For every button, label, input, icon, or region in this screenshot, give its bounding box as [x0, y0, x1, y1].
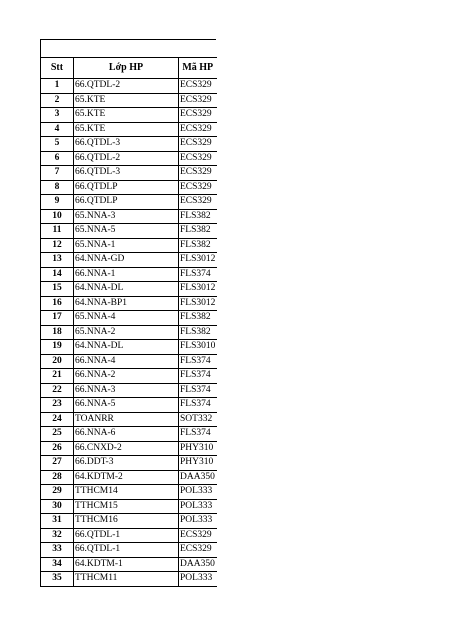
row-stt-cell: 4 — [41, 122, 74, 137]
row-stt-cell: 3 — [41, 108, 74, 123]
table-row — [41, 180, 217, 195]
row-lop-hp-cell: TTHCM15 — [74, 499, 179, 514]
row-stt-cell: 27 — [41, 456, 74, 471]
table-row — [41, 398, 217, 413]
row-stt-cell: 29 — [41, 485, 74, 500]
row-lop-hp-cell: 65.KTE — [74, 108, 179, 123]
row-lop-hp-cell: 65.NNA-1 — [74, 238, 179, 253]
row-lop-hp-cell: 66.NNA-4 — [74, 354, 179, 369]
row-stt-cell: 16 — [41, 296, 74, 311]
row-lop-hp-cell: 65.NNA-5 — [74, 224, 179, 239]
row-ma-hp-cell: PHY310 — [179, 441, 217, 456]
table-row — [41, 137, 217, 152]
table-row — [41, 238, 217, 253]
row-ma-hp-cell: FLS374 — [179, 383, 217, 398]
row-lop-hp-cell: 66.QTDL-1 — [74, 528, 179, 543]
row-stt-cell: 1 — [41, 79, 74, 94]
row-stt-cell: 22 — [41, 383, 74, 398]
row-ma-hp-cell: FLS3012 — [179, 253, 217, 268]
row-stt-cell: 25 — [41, 427, 74, 442]
row-lop-hp-cell: 66.QTDL-1 — [74, 543, 179, 558]
row-stt-cell: 12 — [41, 238, 74, 253]
table-row — [41, 412, 217, 427]
row-ma-hp-cell: POL333 — [179, 499, 217, 514]
row-ma-hp-cell: ECS329 — [179, 151, 217, 166]
table-row — [41, 485, 217, 500]
table-row — [41, 470, 217, 485]
table-row — [41, 427, 217, 442]
row-lop-hp-cell: 66.CNXD-2 — [74, 441, 179, 456]
table-row — [41, 282, 217, 297]
column-header-ma-hp: Mã HP — [179, 58, 217, 79]
row-ma-hp-cell: ECS329 — [179, 180, 217, 195]
row-stt-cell: 35 — [41, 572, 74, 587]
row-ma-hp-cell: ECS329 — [179, 108, 217, 123]
table-row — [41, 224, 217, 239]
row-lop-hp-cell: 66.NNA-1 — [74, 267, 179, 282]
row-stt-cell: 8 — [41, 180, 74, 195]
row-ma-hp-cell: PHY310 — [179, 456, 217, 471]
row-ma-hp-cell: ECS329 — [179, 93, 217, 108]
row-stt-cell: 13 — [41, 253, 74, 268]
column-header-lop-hp: Lớp HP — [74, 58, 179, 79]
row-lop-hp-cell: 66.NNA-5 — [74, 398, 179, 413]
row-lop-hp-cell: TTHCM14 — [74, 485, 179, 500]
row-lop-hp-cell: 66.QTDL-2 — [74, 151, 179, 166]
row-ma-hp-cell: ECS329 — [179, 543, 217, 558]
row-stt-cell: 10 — [41, 209, 74, 224]
row-stt-cell: 30 — [41, 499, 74, 514]
row-ma-hp-cell: FLS374 — [179, 354, 217, 369]
table-header-row — [41, 58, 217, 79]
row-stt-cell: 34 — [41, 557, 74, 572]
column-header-stt: Stt — [41, 58, 74, 79]
row-ma-hp-cell: FLS374 — [179, 398, 217, 413]
row-lop-hp-cell: 66.QTDLP — [74, 195, 179, 210]
row-lop-hp-cell: 65.NNA-2 — [74, 325, 179, 340]
row-ma-hp-cell: FLS382 — [179, 209, 217, 224]
row-stt-cell: 7 — [41, 166, 74, 181]
row-lop-hp-cell: 65.KTE — [74, 93, 179, 108]
row-ma-hp-cell: FLS3012 — [179, 282, 217, 297]
row-stt-cell: 31 — [41, 514, 74, 529]
table-row — [41, 572, 217, 587]
row-ma-hp-cell: FLS382 — [179, 325, 217, 340]
row-ma-hp-cell: POL333 — [179, 485, 217, 500]
row-lop-hp-cell: TTHCM16 — [74, 514, 179, 529]
table-row — [41, 93, 217, 108]
row-ma-hp-cell: ECS329 — [179, 137, 217, 152]
row-stt-cell: 23 — [41, 398, 74, 413]
table-row — [41, 296, 217, 311]
row-stt-cell: 20 — [41, 354, 74, 369]
table-row — [41, 151, 217, 166]
table-row — [41, 253, 217, 268]
row-lop-hp-cell: 64.NNA-DL — [74, 340, 179, 355]
row-lop-hp-cell: 65.NNA-4 — [74, 311, 179, 326]
table-row — [41, 122, 217, 137]
row-stt-cell: 15 — [41, 282, 74, 297]
header-spacer-row — [40, 39, 216, 57]
row-lop-hp-cell: 66.NNA-6 — [74, 427, 179, 442]
table-row — [41, 383, 217, 398]
row-lop-hp-cell: 65.KTE — [74, 122, 179, 137]
row-ma-hp-cell: FLS382 — [179, 311, 217, 326]
row-stt-cell: 26 — [41, 441, 74, 456]
row-lop-hp-cell: 64.NNA-BP1 — [74, 296, 179, 311]
row-ma-hp-cell: ECS329 — [179, 195, 217, 210]
row-lop-hp-cell: 64.KDTM-1 — [74, 557, 179, 572]
table-row — [41, 166, 217, 181]
row-ma-hp-cell: ECS329 — [179, 122, 217, 137]
row-lop-hp-cell: 66.NNA-3 — [74, 383, 179, 398]
row-ma-hp-cell: FLS374 — [179, 267, 217, 282]
row-stt-cell: 14 — [41, 267, 74, 282]
row-stt-cell: 18 — [41, 325, 74, 340]
row-stt-cell: 33 — [41, 543, 74, 558]
table-row — [41, 311, 217, 326]
table-row — [41, 441, 217, 456]
row-lop-hp-cell: 66.QTDL-3 — [74, 137, 179, 152]
table-row — [41, 557, 217, 572]
row-lop-hp-cell: 66.NNA-2 — [74, 369, 179, 384]
table-row — [41, 209, 217, 224]
table-row — [41, 325, 217, 340]
row-ma-hp-cell: FLS374 — [179, 369, 217, 384]
table-row — [41, 543, 217, 558]
row-ma-hp-cell: DAA350 — [179, 557, 217, 572]
row-lop-hp-cell: 64.NNA-DL — [74, 282, 179, 297]
table-row — [41, 267, 217, 282]
table-row — [41, 514, 217, 529]
row-stt-cell: 11 — [41, 224, 74, 239]
row-stt-cell: 19 — [41, 340, 74, 355]
table-row — [41, 195, 217, 210]
row-lop-hp-cell: TOANRR — [74, 412, 179, 427]
table-row — [41, 354, 217, 369]
table-row — [41, 528, 217, 543]
row-lop-hp-cell: 66.QTDL-2 — [74, 79, 179, 94]
row-stt-cell: 24 — [41, 412, 74, 427]
row-stt-cell: 21 — [41, 369, 74, 384]
row-lop-hp-cell: 64.NNA-GD — [74, 253, 179, 268]
row-stt-cell: 17 — [41, 311, 74, 326]
row-lop-hp-cell: 65.NNA-3 — [74, 209, 179, 224]
table-row — [41, 456, 217, 471]
row-ma-hp-cell: FLS3012 — [179, 296, 217, 311]
table-row — [41, 108, 217, 123]
row-ma-hp-cell: FLS3010 — [179, 340, 217, 355]
row-ma-hp-cell: POL333 — [179, 572, 217, 587]
row-ma-hp-cell: FLS374 — [179, 427, 217, 442]
row-lop-hp-cell: 66.QTDLP — [74, 180, 179, 195]
table-row — [41, 340, 217, 355]
class-table — [40, 57, 217, 587]
row-stt-cell: 28 — [41, 470, 74, 485]
table-body — [41, 79, 217, 587]
row-lop-hp-cell: 64.KDTM-2 — [74, 470, 179, 485]
row-ma-hp-cell: POL333 — [179, 514, 217, 529]
table-row — [41, 369, 217, 384]
row-ma-hp-cell: SOT332 — [179, 412, 217, 427]
row-ma-hp-cell: FLS382 — [179, 224, 217, 239]
row-lop-hp-cell: 66.DDT-3 — [74, 456, 179, 471]
row-lop-hp-cell: 66.QTDL-3 — [74, 166, 179, 181]
row-ma-hp-cell: ECS329 — [179, 166, 217, 181]
row-ma-hp-cell: FLS382 — [179, 238, 217, 253]
row-stt-cell: 5 — [41, 137, 74, 152]
row-stt-cell: 32 — [41, 528, 74, 543]
table-row — [41, 79, 217, 94]
row-stt-cell: 9 — [41, 195, 74, 210]
spreadsheet-sheet — [40, 39, 216, 587]
table-row — [41, 499, 217, 514]
row-ma-hp-cell: ECS329 — [179, 79, 217, 94]
row-ma-hp-cell: ECS329 — [179, 528, 217, 543]
row-ma-hp-cell: DAA350 — [179, 470, 217, 485]
row-stt-cell: 6 — [41, 151, 74, 166]
row-lop-hp-cell: TTHCM11 — [74, 572, 179, 587]
row-stt-cell: 2 — [41, 93, 74, 108]
